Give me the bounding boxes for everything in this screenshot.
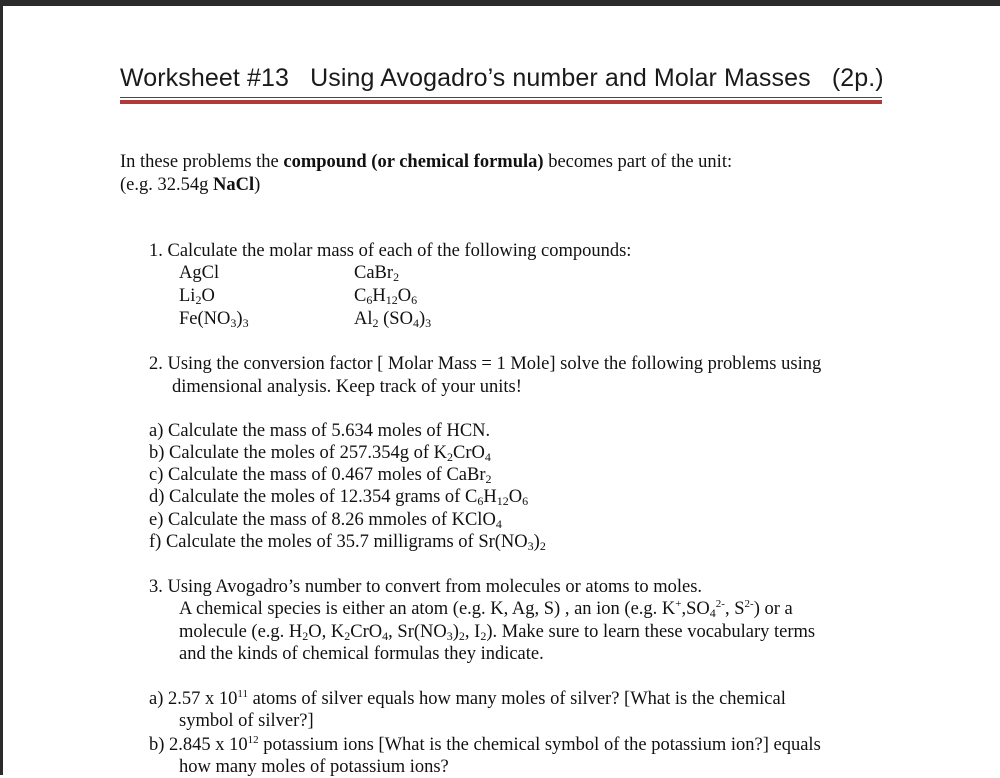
q1-left-item: AgCl xyxy=(179,263,220,283)
intro-bold-compound: compound (or chemical formula) xyxy=(283,152,544,172)
q1-left-item: $Fe(NO_3)_3$ xyxy=(179,309,249,330)
q2-prompt-line-2: dimensional analysis. Keep track of your units! xyxy=(172,377,522,397)
q3-prompt-line-1: 3. Using Avogadro’s number to convert from molecules or atoms to moles. xyxy=(149,577,703,597)
q2-item: a) Calculate the mass of 5.634 moles of HCN. xyxy=(149,421,491,441)
q3-part-b-line-2: how many moles of potassium ions? xyxy=(179,757,449,777)
intro-example-bold: NaCl xyxy=(213,175,255,195)
q3-part-a-line-1: a) 2.57 x $10^{11}$ atoms of silver equals how many moles of silver? [What is the chemical xyxy=(149,688,786,709)
q3-part-b-line-1: b) 2.845 x $10^{12}$ potassium ions [What is the chemical symbol of the potassium ion?] equals xyxy=(149,734,821,755)
q3-prompt-line-3: molecule (e.g. $H_2O$, $K_2CrO_4$, $Sr(NO_3)_2$, $I_2$). Make sure to learn these vocabulary terms xyxy=(179,622,816,643)
q2-item: e) Calculate the mass of 8.26 mmoles of KClO$_4$ xyxy=(149,510,502,531)
intro-text-c: becomes part of the unit: xyxy=(543,152,733,172)
q1-prompt: 1. Calculate the molar mass of each of the following compounds: xyxy=(149,241,632,261)
intro-line-1 xyxy=(120,151,732,173)
window-top-border xyxy=(0,0,1000,6)
q1-right-item: $Al_2$ $(SO_4)_3$ xyxy=(354,309,432,330)
q3-part-a-line-2: symbol of silver?] xyxy=(179,711,314,731)
intro-line-2 xyxy=(120,174,260,196)
q3-prompt-line-2: A chemical species is either an atom (e.g. K, Ag, S) , an ion (e.g. $K^+,SO_4^{2-}$, $S^{2-}$) or a xyxy=(179,598,793,620)
intro-example-c: ) xyxy=(254,175,261,195)
window-left-border xyxy=(0,0,3,775)
title-rule-thick xyxy=(120,100,882,104)
q1-right-item: CaBr$_2$ xyxy=(354,263,400,284)
q2-item: b) Calculate the moles of 257.354g of $K_2CrO_4$ xyxy=(149,443,491,464)
worksheet-title: Worksheet #13 Using Avogadro’s number and Molar Masses (2p.) xyxy=(120,64,884,92)
intro-text-a: In these problems the xyxy=(120,152,284,172)
title-rule-thin xyxy=(120,97,882,98)
intro-example-a: (e.g. 32.54g xyxy=(120,175,213,195)
q1-left-item: $Li_2O$ xyxy=(179,286,215,307)
q1-right-item: $C_6H_{12}O_6$ xyxy=(354,286,418,307)
q2-item: f) Calculate the moles of 35.7 milligrams of $Sr(NO_3)_2$ xyxy=(149,532,546,553)
q2-item: c) Calculate the mass of 0.467 moles of CaBr$_2$ xyxy=(149,465,492,486)
q2-prompt-line-1: 2. Using the conversion factor [ Molar Mass = 1 Mole] solve the following problems using xyxy=(149,354,822,374)
q2-item: d) Calculate the moles of 12.354 grams of $C_6H_{12}O_6$ xyxy=(149,487,529,508)
q3-prompt-line-4: and the kinds of chemical formulas they indicate. xyxy=(179,644,544,664)
